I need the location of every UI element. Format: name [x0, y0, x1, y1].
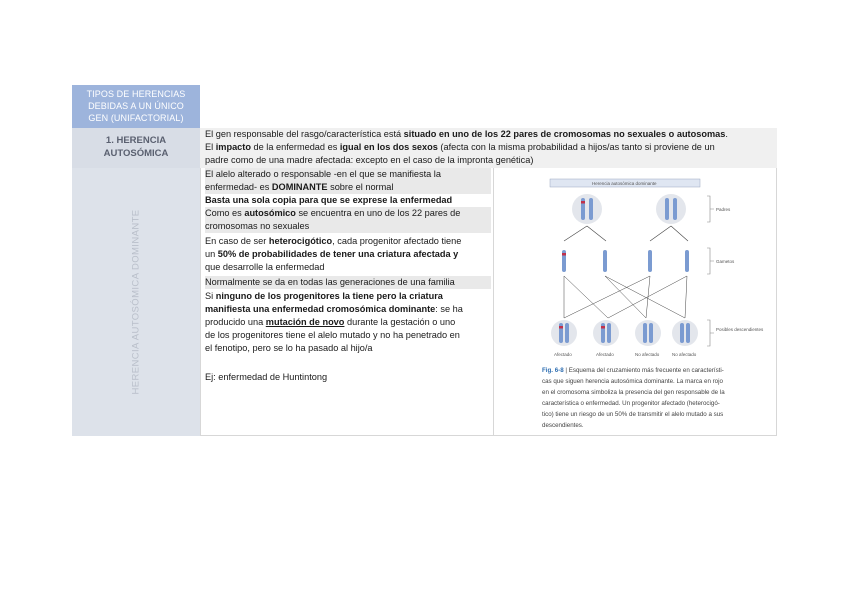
bold-span: igual en los dos sexos — [339, 142, 438, 152]
bracket — [707, 196, 714, 222]
bold-span: impacto — [215, 142, 251, 152]
caption-line-6: descendientes. — [542, 422, 584, 429]
header-line-1: TIPOS DE HERENCIAS — [86, 89, 186, 99]
text-span: sobre el normal — [327, 182, 394, 192]
bold-span: autosómico — [244, 208, 296, 218]
text-line — [205, 248, 491, 261]
text-span: : se ha — [435, 304, 463, 314]
child-label-4: No afectado — [672, 352, 697, 357]
underlined-span: mutación de novo — [265, 317, 345, 327]
figure-banner-text: Herencia autosómica dominante — [592, 181, 657, 187]
bold-span: manifiesta una enfermedad cromosómica dominante — [205, 304, 436, 314]
gamete-chromosome — [648, 250, 652, 272]
text-line — [205, 316, 491, 329]
row-label-herencia-autosomica — [72, 128, 200, 168]
bold-span: DOMINANTE — [271, 182, 328, 192]
text-span: enfermedad- es — [205, 182, 272, 192]
cross-lines — [564, 276, 687, 318]
row-text-cell — [200, 168, 494, 436]
text-line: de los progenitores tiene el alelo mutado y no ha penetrado en — [205, 330, 460, 340]
bold-span: ninguno de los progenitores la tiene pero la criatura — [215, 291, 443, 301]
chromosome — [665, 198, 669, 220]
chromosome — [673, 198, 677, 220]
caption-line-2: cas que siguen herencia autosómica dominante. La marca en rojo — [542, 378, 723, 385]
caption-line-5: tico) tiene un riesgo de un 50% de transmitir el alelo mutado a sus — [542, 411, 724, 418]
child-label-1: Afectado — [554, 352, 572, 357]
text-span: se encuentra en uno de los 22 pares de — [295, 208, 461, 218]
gamete-chromosome — [685, 250, 689, 272]
vertical-label: HERENCIA AUTOSÓMICA DOMINANTE — [130, 209, 142, 395]
text-span: Si — [205, 291, 216, 301]
text-line: cromosomas no sexuales — [205, 220, 491, 233]
row-label-line-2: AUTOSÓMICA — [103, 148, 169, 159]
text-line: El alelo alterado o responsable -en el que se manifiesta la — [205, 168, 491, 181]
example-line: Ej: enfermedad de Huntintong — [205, 372, 328, 382]
text-line — [205, 207, 491, 220]
text-span: , cada progenitor afectado tiene — [332, 236, 462, 246]
descendant-1 — [551, 320, 577, 346]
figure-caption — [542, 365, 762, 431]
text-line — [205, 235, 491, 248]
text-span: durante la gestación o uno — [344, 317, 456, 327]
descendant-3 — [635, 320, 661, 346]
header-line-3: GEN (UNIFACTORIAL) — [88, 113, 184, 123]
text-span: de la enfermedad es — [250, 142, 340, 152]
label-padres: Padres — [716, 207, 731, 212]
descendant-2 — [593, 320, 619, 346]
descendant-4 — [672, 320, 698, 346]
chromosome — [589, 198, 593, 220]
text-line — [205, 303, 491, 316]
text-line — [205, 181, 491, 194]
child-label-3: No afectado — [635, 352, 660, 357]
parent-cell — [656, 194, 686, 224]
bold-span: heterocigótico — [268, 236, 333, 246]
inheritance-diagram — [542, 176, 772, 362]
text-span: El — [205, 142, 216, 152]
bold-span: situado en uno de los 22 pares de cromosomas no sexuales o autosomas — [403, 129, 726, 139]
row-description — [200, 128, 777, 168]
text-span: (afecta con la misma probabilidad a hijos/as tanto si proviene de un — [437, 142, 715, 152]
mutation-mark — [581, 201, 585, 204]
caption-line-3: en el cromosoma simboliza la presencia del gen responsable de la — [542, 389, 725, 396]
desc-line-2 — [205, 141, 777, 154]
bold-span: 50% de probabilidades de tener una criatura afectada y — [217, 249, 459, 259]
text-span: producido una — [205, 317, 266, 327]
text-line — [205, 290, 491, 303]
text-line: el fenotipo, pero se lo ha pasado al hijo/a — [205, 343, 373, 353]
figure-number: Fig. 6-8 — [542, 367, 564, 374]
row-label-dominante — [72, 168, 200, 436]
mutation-mark — [562, 253, 566, 256]
row-label-line-1: 1. HERENCIA — [105, 135, 167, 146]
desc-line-1 — [205, 128, 777, 141]
text-span: El gen responsable del rasgo/característica está — [205, 129, 404, 139]
text-span: . — [725, 129, 728, 139]
text-line: Normalmente se da en todas las generaciones de una familia — [205, 276, 491, 289]
arrow-lines — [564, 226, 688, 241]
caption-line-4: característica o enfermedad. Un progenitor afectado (heterocigó- — [542, 400, 720, 407]
text-span: un — [205, 249, 218, 259]
bold-span: Basta una sola copia para que se exprese la enfermedad — [205, 195, 453, 205]
text-line — [205, 194, 491, 207]
bracket — [707, 320, 714, 346]
child-label-2: Afectado — [596, 352, 614, 357]
table-header-cell — [72, 85, 200, 128]
caption-text: | Esquema del cruzamiento más frecuente en característi- — [563, 367, 724, 374]
text-span: Como es — [205, 208, 245, 218]
parent-cell — [572, 194, 602, 224]
gamete-chromosome — [603, 250, 607, 272]
text-line: que desarrolle la enfermedad — [205, 262, 325, 272]
desc-line-3: padre como de una madre afectada: excepto en el caso de la impronta genética) — [205, 155, 534, 165]
header-line-2: DEBIDAS A UN ÚNICO — [88, 101, 184, 111]
inheritance-figure — [542, 176, 772, 436]
bracket — [707, 248, 714, 274]
label-gametos: Gametos — [716, 259, 735, 264]
text-span: En caso de ser — [205, 236, 269, 246]
caption-line-1 — [542, 365, 762, 376]
label-descendencia: Posibles descendientes — [716, 327, 764, 332]
